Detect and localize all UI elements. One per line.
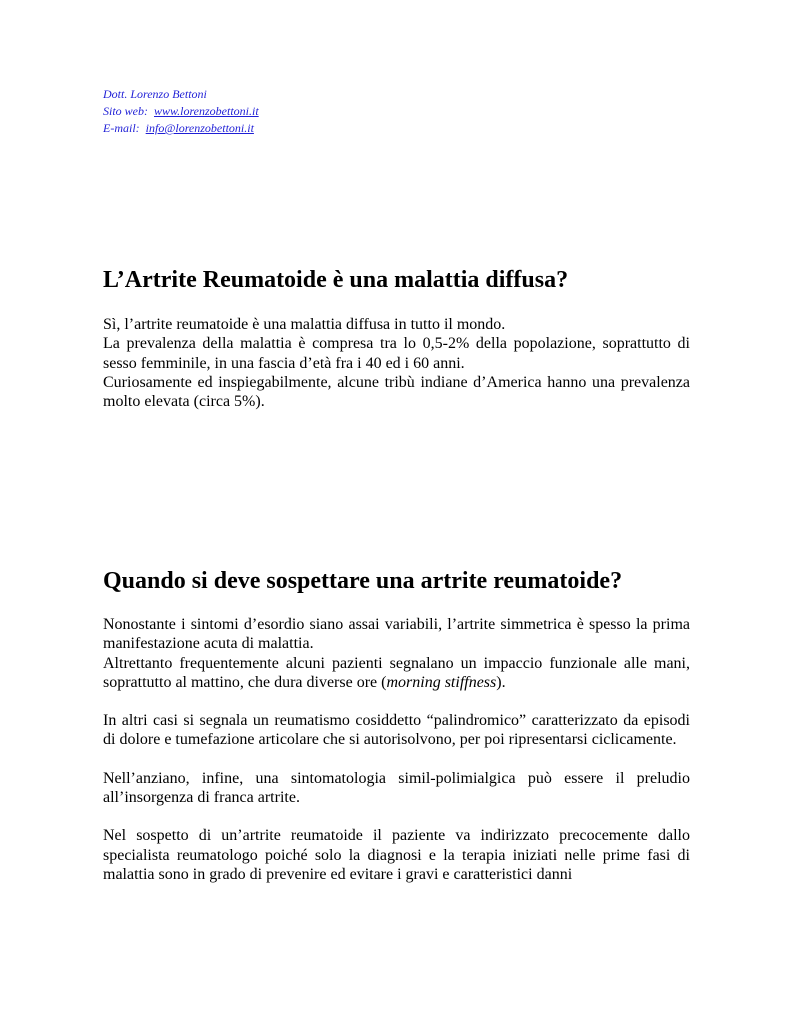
document-page <box>103 86 690 883</box>
author-contact-block <box>103 86 690 137</box>
section-title-suspicion: Quando si deve sospettare una artrite reumatoide? <box>103 568 623 594</box>
email-link[interactable]: info@lorenzobettoni.it <box>145 121 254 135</box>
paragraph: Nell’anziano, infine, una sintomatologia simil-polimialgica può essere il preludio all’insorgenza di franca artrite. <box>103 769 690 807</box>
section-body-suspicion <box>103 615 690 884</box>
website-link[interactable]: www.lorenzobettoni.it <box>154 104 259 118</box>
paragraph: La prevalenza della malattia è compresa tra lo 0,5-2% della popolazione, soprattutto di sesso femminile, in una fascia d’età fra i 40 ed i 60 anni. <box>103 335 690 372</box>
paragraph <box>103 654 690 693</box>
paragraph-text: Altrettanto frequentemente alcuni pazienti segnalano un impaccio funzionale alle mani, soprattutto al mattino, che dura diverse ore ( <box>103 654 690 691</box>
paragraph: Curiosamente ed inspiegabilmente, alcune tribù indiane d’America hanno una prevalenza molto elevata (circa 5%). <box>103 373 690 411</box>
website-label: Sito web: <box>103 104 148 118</box>
paragraph: Nonostante i sintomi d’esordio siano assai variabili, l’artrite simmetrica è spesso la prima manifestazione acuta di malattia. <box>103 616 690 653</box>
paragraph-emphasis: morning stiffness <box>386 673 497 691</box>
email-line <box>103 120 690 137</box>
paragraph: In altri casi si segnala un reumatismo cosiddetto “palindromico” caratterizzato da episodi di dolore e tumefazione articolare che si autorisolvono, per poi ripresentarsi ciclicamente. <box>103 712 690 749</box>
email-label: E-mail: <box>103 121 140 135</box>
author-name: Dott. Lorenzo Bettoni <box>103 87 207 101</box>
paragraph-text: ). <box>496 673 506 691</box>
paragraph: Sì, l’artrite reumatoide è una malattia diffusa in tutto il mondo. <box>103 316 506 333</box>
website-line <box>103 103 690 120</box>
section-body-diffusion <box>103 315 690 411</box>
section-title-diffusion: L’Artrite Reumatoide è una malattia diffusa? <box>103 267 569 293</box>
paragraph: Nel sospetto di un’artrite reumatoide il paziente va indirizzato precocemente dallo specialista reumatologo poiché solo la diagnosi e la terapia iniziati nelle prime fasi di malattia sono in grado di prevenire ed evitare i gravi e caratteristici danni <box>103 827 690 883</box>
